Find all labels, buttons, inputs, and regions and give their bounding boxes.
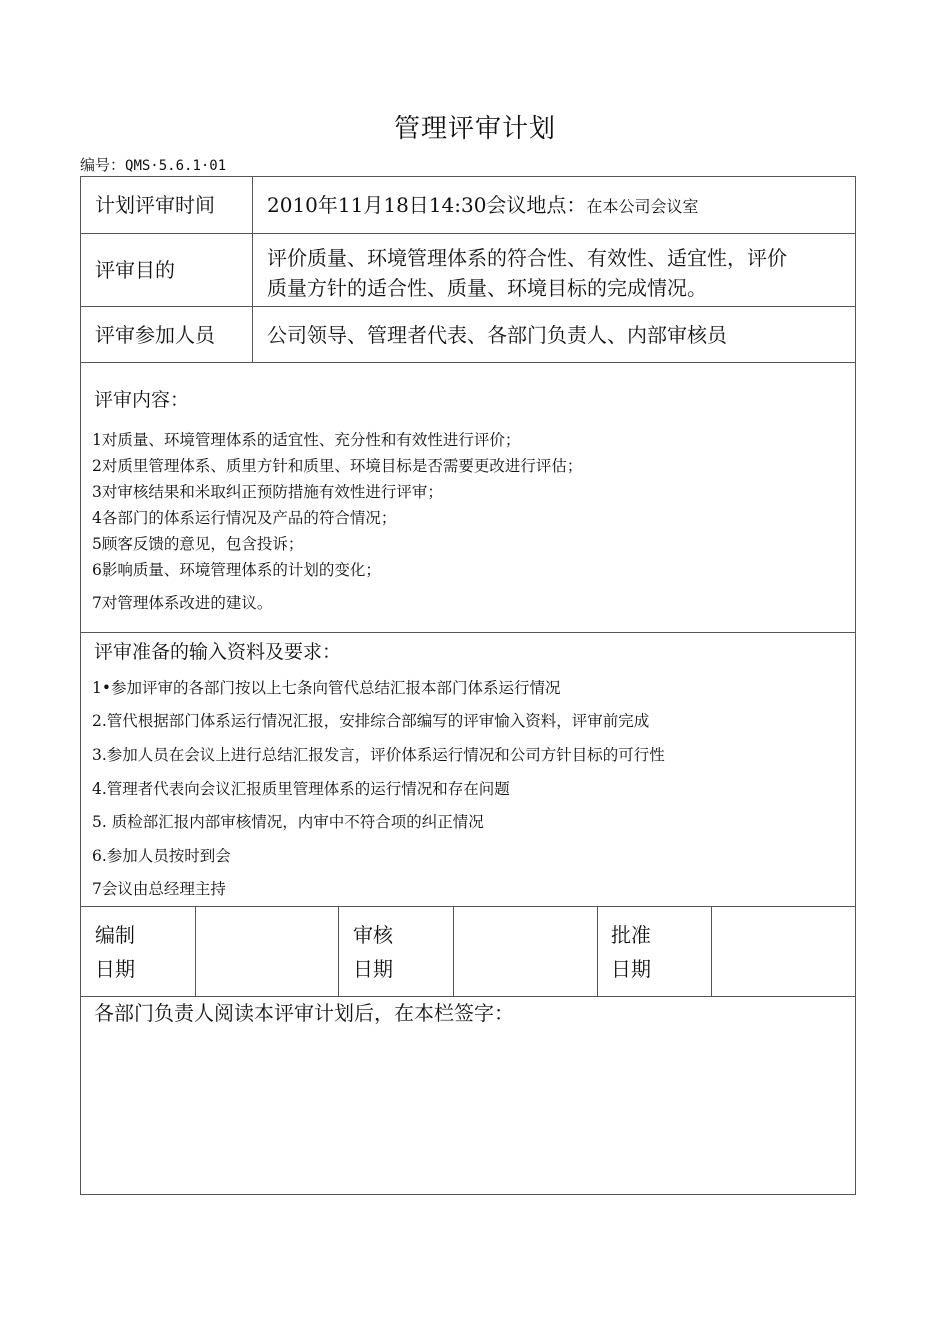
review-purpose-line-2: 质量方针的适合性、质量、环境目标的完成情况。 [267,276,707,300]
review-content-item: 2对质里管理体系、质里方针和质里、环境目标是否需要更改进行评估； [92,457,583,475]
row-divider [80,306,856,307]
row-divider [80,362,856,363]
column-divider [338,906,339,996]
review-time-main: 2010年11月18日14:30会议地点： [267,193,587,217]
participants-value: 公司领导、管理者代表、各部门负责人、内部审核员 [267,323,727,347]
inputs-item: 3.参加人员在会议上进行总结汇报发言，评价体系运行情况和公司方针目标的可行性 [92,746,665,764]
review-location: 在本公司会议室 [586,197,699,216]
column-divider [711,906,712,996]
column-divider [195,906,196,996]
row-divider [80,233,856,234]
review-content-item: 4各部门的体系运行情况及产品的符合情况； [92,509,397,527]
inputs-item: 4.管理者代表向会议汇报质里管理体系的运行情况和存在问题 [92,780,510,798]
participants-label: 评审参加人员 [95,323,215,347]
prepare-date-label: 日期 [95,957,135,981]
column-divider [597,906,598,996]
review-purpose-label: 评审目的 [95,258,175,282]
doc-number [80,154,226,175]
inputs-item: 6.参加人员按时到会 [92,847,231,865]
column-divider [252,176,253,362]
review-purpose-line-1: 评价质量、环境管理体系的符合性、有效性、适宜性，评价 [267,246,787,270]
review-content-item: 3对审核结果和米取纠正预防措施有效性进行评审； [92,483,443,501]
approve-label: 批准 [611,923,651,947]
review-content-heading: 评审内容： [94,389,190,411]
review-date-label: 日期 [353,957,393,981]
page-title: 管理评审计划 [393,114,556,144]
column-divider [453,906,454,996]
inputs-item: 1•参加评审的各部门按以上七条向管代总结汇报本部门体系运行情况 [92,679,561,697]
review-time-value [267,188,698,224]
approve-date-label: 日期 [611,957,651,981]
dept-sign-label: 各部门负责人阅读本评审计划后，在本栏签字： [94,1001,514,1025]
review-content-item: 7对管理体系改进的建议。 [92,594,273,612]
doc-number-label: 编号： [80,156,126,174]
doc-number-value: QMS·5.6.1·01 [125,158,227,174]
review-content-item: 5顾客反馈的意见，包含投诉； [92,535,304,553]
inputs-item: 5. 质检部汇报内部审核情况，内审中不符合项的纠正情况 [92,813,484,831]
review-time-label: 计划评审时间 [95,193,215,217]
inputs-item: 2.管代根据部门体系运行情况汇报，安排综合部编写的评审愉入资料，评审前完成 [92,712,650,730]
review-content-item: 1对质量、环境管理体系的适宜性、充分性和有效性进行评价； [92,431,521,449]
row-divider [80,906,856,907]
inputs-item: 7会议由总经理主持 [92,880,226,898]
row-divider [80,632,856,633]
review-sign-label: 审核 [353,923,393,947]
inputs-heading: 评审准备的输入资料及要求： [94,641,342,663]
prepare-label: 编制 [95,923,135,947]
review-content-item: 6影响质量、环境管理体系的计划的变化； [92,561,381,579]
